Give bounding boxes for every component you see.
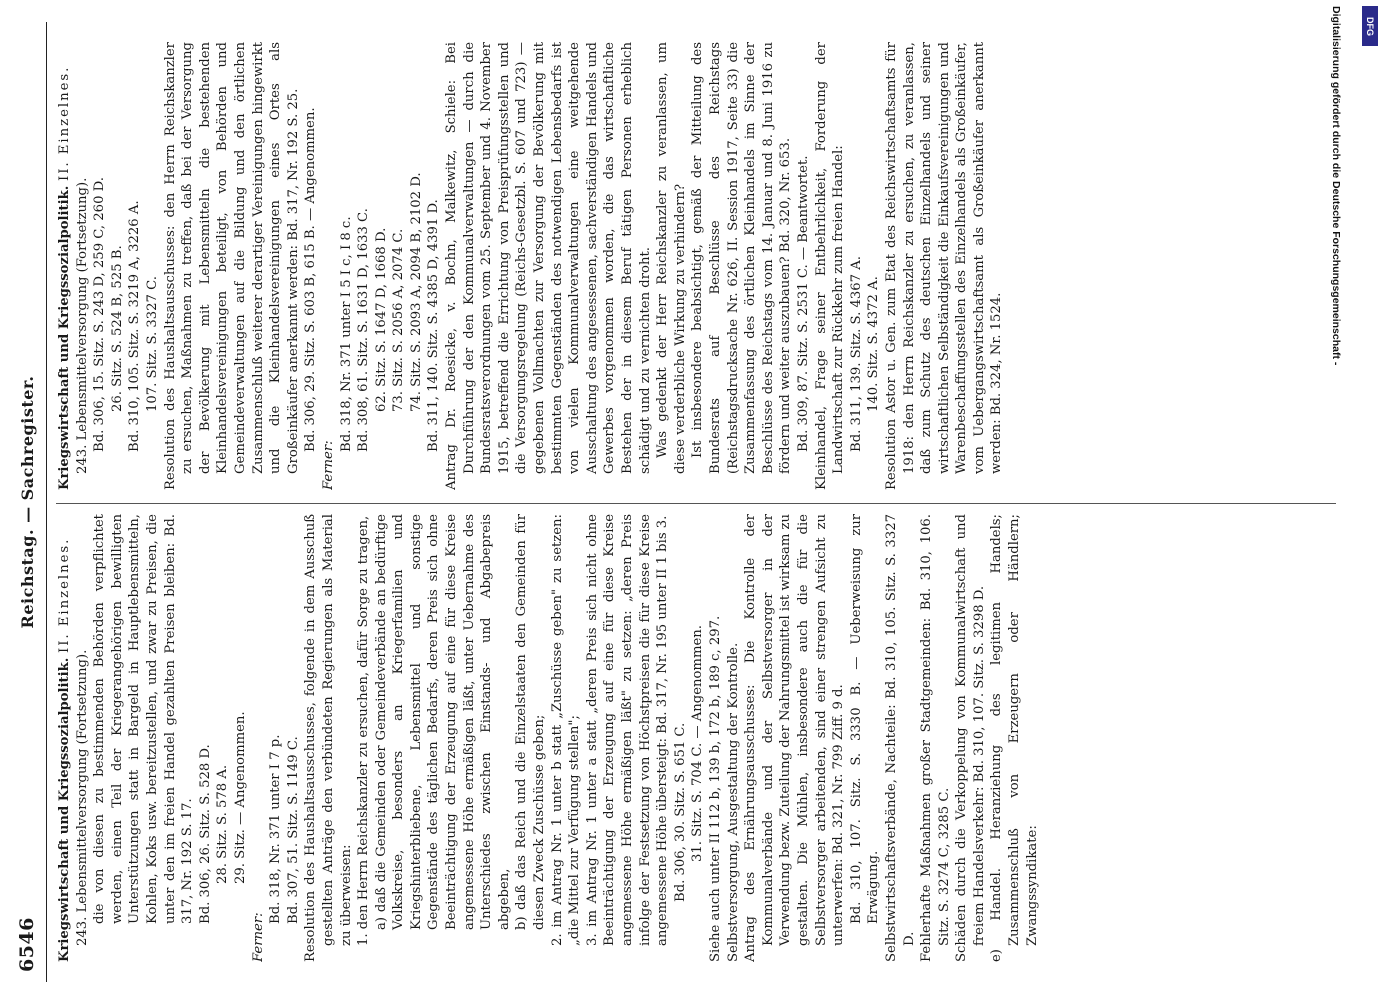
reference: Bd. 306, 30. Sitz. S. 651 C. <box>672 722 688 902</box>
text-block: Schäden durch die Verkoppelung von Kommunalwirtschaft und freiem Handelsverkehr: Bd. 310, 107. Sitz. S. 3298 D. <box>954 514 987 962</box>
text-block: e) Handel. Heranziehung des legitimen Handels; Zusammenschluß von Erzeugern oder Händlern; Zwangssyndikate: <box>989 514 1040 962</box>
text-block: Fehlerhafte Maßnahmen großer Stadtgemeinden: Bd. 310, 106. Sitz. S. 3274 C, 3285 C. <box>919 514 952 962</box>
reference: 29. Sitz. — Angenommen. <box>232 711 248 884</box>
text-block: Selbstwirtschaftsverbände, Nachteile: Bd. 310, 105. Sitz. S. 3327 D. <box>883 514 917 962</box>
text-block: 1. den Herrn Reichskanzler zu ersuchen, dafür Sorge zu tragen, <box>356 515 372 946</box>
reference: Bd. 308, 61. Sitz. S. 1631 D, 1633 C. <box>356 208 372 452</box>
right-column <box>56 42 1346 490</box>
ferner-label: Ferner: <box>250 912 266 962</box>
left-column <box>56 514 1346 962</box>
subheading: 243. Lebensmittelversorgung (Fortsetzung). <box>74 649 90 946</box>
text-block: Resolution Astor u. Gen. zum Etat des Reichswirtschaftsamts für 1918: den Herrn Reichskanzler zu ersuchen, zu veranlassen, daß zum Schutz des deutschen Einzelhandels und seiner wirtschaftlichen Selbständigkeit die Einkaufsvereinigungen und Warenbeschaffungsstellen des Einzelhandels als Großeinkäufer, vom Uebergangswirtschaftsamt als Großeinkäufer anerkannt werden: Bd. 324, Nr. 1524. <box>883 42 1005 490</box>
reference: Bd. 310, 107. Sitz. S. 3330 B. — Ueberweisung zur Erwägung. <box>848 514 882 924</box>
ferner-label: Ferner: <box>320 440 336 490</box>
running-title: Reichstag. — Sachregister. <box>18 375 37 629</box>
subheading: 243. Lebensmittelversorgung (Fortsetzung). <box>74 177 90 474</box>
reference: Bd. 311, 140. Sitz. S. 4385 D, 4391 D. <box>426 199 442 452</box>
text-block: Siehe auch unter II 112 b, 139 b, 172 b, 189 c, 297. <box>707 615 723 962</box>
reference: 26. Sitz. S. 524 B, 525 B. <box>109 245 125 412</box>
reference: Bd. 306, 29. Sitz. S. 603 B, 615 B. — Angenommen. <box>303 107 319 452</box>
reference: 62. Sitz. S. 1647 D, 1668 D. <box>373 227 389 412</box>
text-block: Antrag Dr. Roesicke, v. Bochn, Malkewitz, Schiele: Bei Durchführung der den Kommunalverwaltungen — durch die Bundesratsverordnungen vom 25. September und 4. November 1915, betreffend die Errichtung von Preisprüfungsstellen und die Versorgungsregelung (Reichs-Gesetzbl. S. 607 und 723) — gegebenen Vollmachten zur Versorgung der Bevölkerung mit bestimmten Gegenständen des notwendigen Lebensbedarfs ist von vielen Kommunalverwaltungen eine weitgehende Ausschaltung des angesessenen, sachverständigen Handels und Gewerbes vorgenommen worden, die das wirtschaftliche Bestehen der in diesem Beruf tätigen Personen erheblich schädigt und zu vernichten droht. <box>444 42 653 490</box>
page-header <box>12 22 47 982</box>
text-block: a) daß die Gemeinden oder Gemeindeverbände an bedürftige Volkskreise, besonders an Kriegerfamilien und Kriegshinterbliebene, Lebensmittel und sonstige Gegenstände des täglichen Bedarfs, deren Preis sich ohne Beeinträchtigung der Erzeugung auf eine für diese Kreise angemessene Höhe ermäßigen läßt, unter Uebernahme des Unterschiedes zwischen Einstands- und Abgabepreis abgeben, <box>373 514 512 930</box>
section-heading: Kriegswirtschaft und Kriegssozialpolitik. II. Einzelnes. <box>57 537 72 962</box>
section-heading: Kriegswirtschaft und Kriegssozialpolitik. II. Einzelnes. <box>57 65 72 490</box>
reference: Bd. 307, 51. Sitz. S. 1149 C. <box>285 736 301 924</box>
document-page <box>12 22 1352 982</box>
reference: Bd. 318, Nr. 371 unter I 5 I c, I 8 c. <box>338 216 354 452</box>
text-block: Ist insbesondere beabsichtigt, gemäß der Mitteilung des Bundesrats auf Beschlüsse des Reichstags (Reichstagsdrucksache Nr. 626, II. Session 1917, Seite 33) die Zusammenfassung des örtlichen Kleinhandels im Sinne der Beschlüsse des Reichstags vom 14. Januar und 8. Juni 1916 zu fördern und weiter auszubauen? Bd. 320, Nr. 653. <box>690 42 794 474</box>
reference: Bd. 309, 87. Sitz. S. 2531 C. — Beantwortet. <box>795 155 811 452</box>
reference: Bd. 310, 105. Sitz. S. 3219 A, 3226 A. <box>127 200 143 452</box>
reference: 73. Sitz. S. 2056 A, 2074 C. <box>391 228 407 412</box>
reference: 31. Sitz. S. 704 C. — Angenommen. <box>690 625 706 862</box>
reference: 74. Sitz. S. 2093 A, 2094 B, 2102 D. <box>408 172 424 412</box>
text-block: Resolution des Haushaltsausschusses: den Herrn Reichskanzler zu ersuchen, Maßnahmen zu treffen, daß bei der Versorgung der Bevölkerung mit Lebensmitteln die bestehenden Kleinhandelsvereinigungen beteiligt, von Behörden und Gemeindeverwaltungen auf die Bildung und den örtlichen Zusammenschluß weiterer derartiger Vereinigungen hingewirkt und die Kleinhandelsvereinigungen eines Ortes als Großeinkäufer anerkannt werden: Bd. 317, Nr. 192 S. 25. <box>162 42 301 490</box>
reference: Bd. 311, 139. Sitz. S. 4367 A. <box>848 256 864 452</box>
reference: Bd. 318, Nr. 371 unter I 7 p. <box>268 734 284 924</box>
text-block: b) daß das Reich und die Einzelstaaten den Gemeinden für diesen Zweck Zuschüsse geben; <box>514 514 548 930</box>
text-block: Was gedenkt der Herr Reichskanzler zu veranlassen, um diese verderbliche Wirkung zu verhindern? <box>655 42 688 474</box>
digitization-note: Digitalisierung gefördert durch die Deutsche Forschungsgemeinschaft - <box>1330 6 1342 366</box>
text-block: 3. im Antrag Nr. 1 unter a statt „deren Preis sich nicht ohne Beeinträchtigung der Erzeugung auf eine für diese Kreise angemessene Höhe ermäßigen läßt" zu setzen: „deren Preis infolge der Festsetzung von Höchstpreisen die für diese Kreise angemessene Höhe übersteigt: Bd. 317, Nr. 195 unter II 1 bis 3. <box>584 514 671 946</box>
text-block: Resolution des Haushaltsausschusses, folgende in dem Ausschuß gestellten Anträge den verbündeten Regierungen als Material zu überweisen: <box>303 514 354 962</box>
dfg-badge: DFG <box>1362 6 1378 46</box>
text-block: Antrag des Ernährungsausschusses: Die Kontrolle der Kommunalverbände und der Selbstversorger in der Verwendung bezw. Zuteilung der Nahrungsmittel ist wirksam zu gestalten. Die Mühlen, insbesondere auch die für die Selbstversorger arbeitenden, sind einer strengen Aufsicht zu unterwerfen: Bd. 321, Nr. 799 Ziff. 9 d. <box>743 514 847 962</box>
reference: 107. Sitz. S. 3327 C. <box>144 276 160 412</box>
column-divider <box>56 503 1336 504</box>
text-block: Selbstversorgung, Ausgestaltung der Kontrolle. <box>725 642 741 962</box>
text-block: Kleinhandel, Frage seiner Entbehrlichkeit, Forderung der Landwirtschaft zur Rückkehr zum freien Handel: <box>813 42 847 490</box>
text-block: die von diesen zu bestimmenden Behörden verpflichtet werden, einen Teil der Kriegerangehörigen bewilligten Unterstützungen statt in Bargeld in Hauptlebensmitteln, Kohlen, Koks usw. bereitzustellen, und zwar zu Preisen, die unter den im freien Handel gezahlten Preisen bleiben: Bd. 317, Nr. 192 S. 17. <box>92 514 196 924</box>
reference: Bd. 306, 26. Sitz. S. 528 D. <box>197 744 213 924</box>
text-block: 2. im Antrag Nr. 1 unter b statt „Zuschüsse geben" zu setzen: „die Mittel zur Verfügung stellen"; <box>549 514 583 946</box>
page-number: 6546 <box>16 917 38 972</box>
reference: 28. Sitz. S. 578 A. <box>215 764 231 884</box>
reference: 140. Sitz. S. 4372 A. <box>866 276 882 412</box>
reference: Bd. 306, 15. Sitz. S. 243 D, 259 C, 260 D. <box>92 177 108 452</box>
